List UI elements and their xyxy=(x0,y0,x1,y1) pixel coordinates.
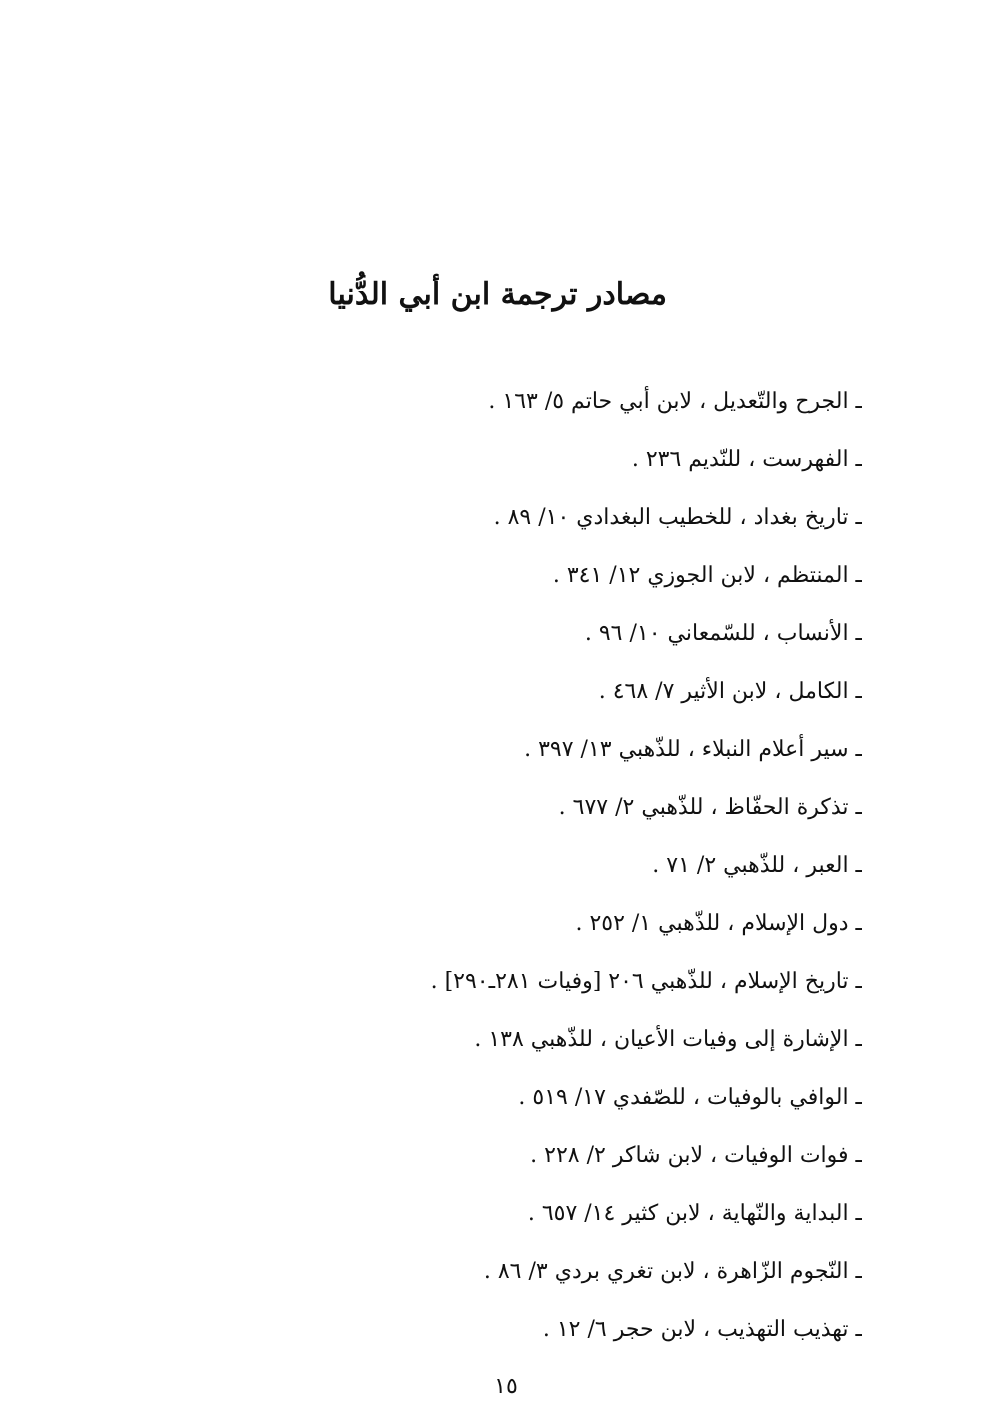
list-item: ـ تاريخ الإسلام ، للذّهبي ٢٠٦ [وفيات ٢٨١ـ٢٩٠] . xyxy=(430,969,862,994)
list-item: ـ سير أعلام النبلاء ، للذّهبي ١٣/ ٣٩٧ . xyxy=(524,737,862,762)
list-item: ـ الفهرست ، للنّديم ٢٣٦ . xyxy=(631,447,862,472)
list-item: ـ المنتظم ، لابن الجوزي ١٢/ ٣٤١ . xyxy=(552,563,862,588)
list-item: ـ النّجوم الزّاهرة ، لابن تغري بردي ٣/ ٨٦ . xyxy=(483,1259,862,1284)
sources-list xyxy=(242,373,862,1359)
list-item: ـ العبر ، للذّهبي ٢/ ٧١ . xyxy=(652,853,862,878)
list-item: ـ الإشارة إلى وفيات الأعيان ، للذّهبي ١٣٨ . xyxy=(474,1027,862,1052)
list-item: ـ الجرح والتّعديل ، لابن أبي حاتم ٥/ ١٦٣ . xyxy=(488,389,862,414)
list-item: ـ الوافي بالوفيات ، للصّفدي ١٧/ ٥١٩ . xyxy=(518,1085,862,1110)
list-item: ـ تهذيب التهذيب ، لابن حجر ٦/ ١٢ . xyxy=(542,1317,862,1342)
page-number: ١٥ xyxy=(494,1374,518,1399)
page-title: مصادر ترجمة ابن أبي الدُّنيا xyxy=(328,277,667,312)
list-item: ـ تاريخ بغداد ، للخطيب البغدادي ١٠/ ٨٩ . xyxy=(493,505,862,530)
list-item: ـ دول الإسلام ، للذّهبي ١/ ٢٥٢ . xyxy=(575,911,862,936)
list-item: ـ الكامل ، لابن الأثير ٧/ ٤٦٨ . xyxy=(598,679,862,704)
list-item: ـ فوات الوفيات ، لابن شاكر ٢/ ٢٢٨ . xyxy=(530,1143,862,1168)
list-item: ـ تذكرة الحفّاظ ، للذّهبي ٢/ ٦٧٧ . xyxy=(558,795,862,820)
list-item: ـ الأنساب ، للسّمعاني ١٠/ ٩٦ . xyxy=(584,621,862,646)
list-item: ـ البداية والنّهاية ، لابن كثير ١٤/ ٦٥٧ . xyxy=(527,1201,862,1226)
